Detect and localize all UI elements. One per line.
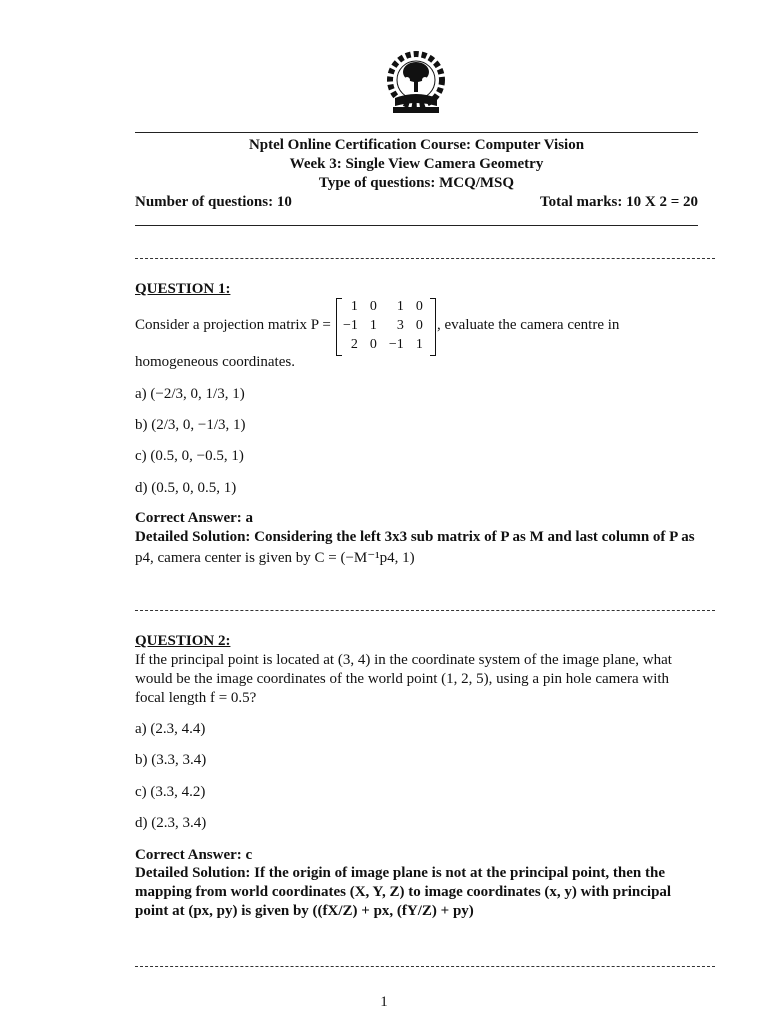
question-2-prompt-line3: focal length f = 0.5? [135,690,257,706]
question-1-option-b: b) (2/3, 0, −1/3, 1) [135,417,246,433]
question-2-title: QUESTION 2: [135,633,231,649]
question-1-prompt-end: , evaluate the camera centre in [437,317,620,333]
page-number: 1 [380,994,388,1010]
separator-1 [135,258,715,259]
question-1-answer: Correct Answer: a [135,510,254,526]
matrix-cell: 3 [396,318,404,333]
header-bottom-rule [135,225,698,226]
question-2-answer: Correct Answer: c [135,847,253,863]
matrix-cell: 1 [350,299,358,314]
matrix-cell: 1 [415,337,423,352]
matrix-cell: 1 [396,299,404,314]
question-1-option-d: d) (0.5, 0, 0.5, 1) [135,480,237,496]
projection-matrix [337,297,429,354]
question-2-option-b: b) (3.3, 3.4) [135,752,207,768]
matrix-cell: 0 [415,299,423,314]
matrix-cell: 0 [415,318,423,333]
question-2-prompt-line1: If the principal point is located at (3, 4) in the coordinate system of the image plane, what [135,652,672,668]
separator-3 [135,966,715,967]
question-1-option-a: a) (−2/3, 0, 1/3, 1) [135,386,245,402]
matrix-cell: −1 [343,318,358,333]
course-title: Nptel Online Certification Course: Computer Vision [248,137,585,153]
question-2-option-a: a) (2.3, 4.4) [135,721,206,737]
total-marks: Total marks: 10 X 2 = 20 [540,194,698,210]
matrix-right-bracket [430,298,436,356]
matrix-cell: 1 [369,318,377,333]
institute-emblem-logo [385,50,447,116]
week-title: Week 3: Single View Camera Geometry [289,156,544,172]
question-2-option-d: d) (2.3, 3.4) [135,815,207,831]
matrix-cell: −1 [388,337,404,352]
question-2-option-c: c) (3.3, 4.2) [135,784,206,800]
question-2-solution-line3: point at (px, py) is given by ((fX/Z) + px, (fY/Z) + py) [135,903,474,919]
separator-2 [135,610,715,611]
question-2-solution-line1: Detailed Solution: If the origin of image plane is not at the principal point, then the [135,865,666,881]
question-1-title: QUESTION 1: [135,281,231,297]
matrix-cell: 2 [350,337,358,352]
matrix-cell: 0 [369,299,377,314]
question-2-solution-line2: mapping from world coordinates (X, Y, Z) to image coordinates (x, y) with principal [135,884,672,900]
question-1-prompt-line2: homogeneous coordinates. [135,354,295,370]
question-1-solution-line1: Detailed Solution: Considering the left 3x3 sub matrix of P as M and last column of P as [135,529,695,545]
question-1-option-c: c) (0.5, 0, −0.5, 1) [135,448,244,464]
question-1-solution-line2: p4, camera center is given by C = (−M⁻¹p4, 1) [135,550,415,566]
question-type: Type of questions: MCQ/MSQ [318,175,515,191]
question-1-prompt-start: Consider a projection matrix P = [135,317,331,333]
question-2-prompt-line2: would be the image coordinates of the world point (1, 2, 5), using a pin hole camera with [135,671,670,687]
matrix-cell: 0 [369,337,377,352]
number-of-questions: Number of questions: 10 [135,194,292,210]
header-top-rule [135,132,698,133]
